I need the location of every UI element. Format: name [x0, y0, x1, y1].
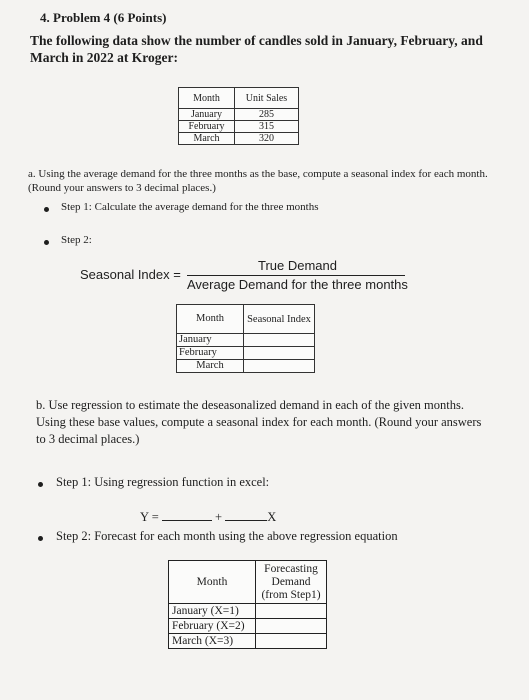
equation-y: Y =: [140, 510, 159, 524]
cell-sales: 320: [235, 133, 299, 145]
header-unit-sales: Unit Sales: [235, 88, 299, 109]
cell-index-input[interactable]: [244, 347, 315, 360]
slope-blank[interactable]: [225, 508, 267, 521]
cell-month: January (X=1): [169, 604, 256, 619]
cell-month: February: [177, 347, 244, 360]
part-a-question: a. Using the average demand for the three months as the base, compute a seasonal index for each month. (Round your answers to 3 decimal places.): [28, 168, 488, 194]
cell-month: January: [179, 109, 235, 121]
bullet-icon: [44, 240, 49, 245]
forecast-table: [168, 560, 327, 649]
equation-x: X: [267, 510, 277, 524]
cell-index-input[interactable]: [244, 334, 315, 347]
cell-month: February: [179, 121, 235, 133]
equation-plus: +: [215, 510, 223, 524]
header-month: Month: [177, 305, 244, 334]
seasonal-index-table: [176, 304, 315, 373]
bullet-icon: [38, 536, 43, 541]
table-row: [169, 634, 327, 649]
table-row: [169, 619, 327, 634]
formula-denominator: Average Demand for the three months: [187, 277, 408, 292]
header-forecasting-demand: Forecasting Demand (from Step1): [256, 561, 327, 604]
cell-month: March: [177, 360, 244, 373]
cell-sales: 285: [235, 109, 299, 121]
cell-forecast-input[interactable]: [256, 604, 327, 619]
part-b-question: b. Use regression to estimate the deseasonalized demand in each of the given months. Using these base values, compute a seasonal index for each month. (Round your answers to 3 decimal places.): [36, 398, 482, 446]
sales-table: [178, 87, 299, 145]
fraction-bar: [187, 275, 405, 276]
part-a-step1: Step 1: Calculate the average demand for the three months: [61, 201, 319, 213]
seasonal-index-label: Seasonal Index =: [80, 267, 181, 282]
table-header-row: [179, 88, 299, 109]
table-row: [177, 334, 315, 347]
cell-sales: 315: [235, 121, 299, 133]
regression-equation: [140, 508, 276, 525]
part-b-step2: Step 2: Forecast for each month using the above regression equation: [56, 529, 398, 543]
header-month: Month: [179, 88, 235, 109]
header-seasonal-index: Seasonal Index: [244, 305, 315, 334]
cell-index-input[interactable]: [244, 360, 315, 373]
part-a-step2: Step 2:: [61, 234, 92, 246]
cell-forecast-input[interactable]: [256, 619, 327, 634]
table-row: [179, 109, 299, 121]
cell-month: March (X=3): [169, 634, 256, 649]
cell-month: January: [177, 334, 244, 347]
problem-intro: The following data show the number of candles sold in January, February, and March in 2022 at Kroger:: [30, 33, 483, 65]
intercept-blank[interactable]: [162, 508, 212, 521]
table-row: [169, 604, 327, 619]
problem-title: 4. Problem 4 (6 Points): [40, 10, 167, 25]
bullet-icon: [44, 207, 49, 212]
formula-numerator: True Demand: [258, 258, 337, 273]
part-b-step1: Step 1: Using regression function in excel:: [56, 475, 270, 489]
cell-forecast-input[interactable]: [256, 634, 327, 649]
table-row: [177, 347, 315, 360]
cell-month: March: [179, 133, 235, 145]
table-row: [179, 133, 299, 145]
table-header-row: [177, 305, 315, 334]
bullet-icon: [38, 482, 43, 487]
table-row: [179, 121, 299, 133]
table-row: [177, 360, 315, 373]
table-header-row: [169, 561, 327, 604]
header-month: Month: [169, 561, 256, 604]
cell-month: February (X=2): [169, 619, 256, 634]
